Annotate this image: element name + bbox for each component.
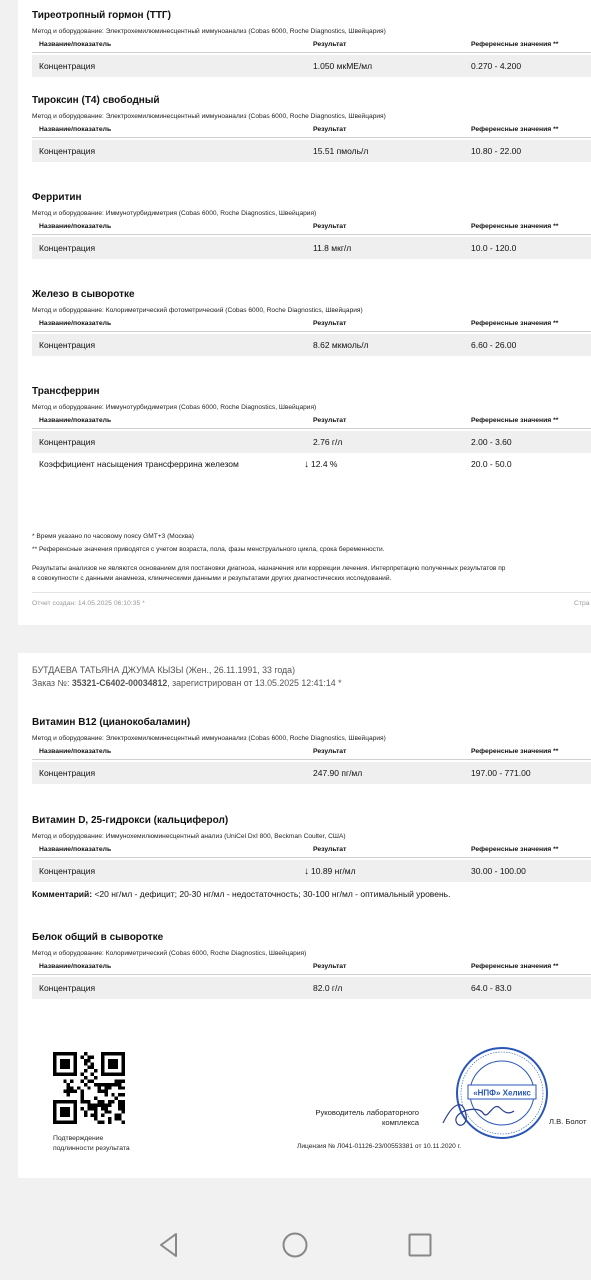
table-row [32, 860, 591, 882]
row-reference: 20.0 - 50.0 [471, 459, 512, 469]
lab-head-title [297, 1108, 419, 1128]
row-reference: 64.0 - 83.0 [471, 983, 512, 993]
row-reference: 10.80 - 22.00 [471, 146, 522, 156]
row-result: 82.0 г/л [313, 983, 343, 993]
test-method: Метод и оборудование: Колориметрический (Cobas 6000, Roche Diagnostics, Швейцария) [32, 950, 307, 957]
header-result: Результат [313, 320, 347, 327]
row-name: Концентрация [39, 146, 96, 156]
system-nav-bar [0, 1200, 591, 1280]
test-title: Витамин D, 25-гидрокси (кальциферол) [32, 815, 229, 826]
row-reference: 6.60 - 26.00 [471, 340, 517, 350]
order-suffix: , зарегистрирован от 13.05.2025 12:41:14 * [167, 678, 342, 688]
header-reference: Референсные значения ** [471, 320, 559, 327]
row-name: Коэффициент насыщения трансферрина железом [39, 459, 239, 469]
test-method: Метод и оборудование: Иммунотурбидиметрия (Cobas 6000, Roche Diagnostics, Швейцария) [32, 404, 317, 411]
row-result-flagged [304, 860, 356, 883]
row-name: Концентрация [39, 61, 96, 71]
table-row [32, 431, 591, 453]
row-result: 12.4 % [311, 459, 338, 469]
header-result: Результат [313, 41, 347, 48]
report-created: Отчет создан: 14.05.2025 06:10:35 * [32, 600, 145, 607]
table-header [32, 417, 591, 429]
row-reference: 10.0 - 120.0 [471, 243, 517, 253]
report-page-2 [18, 653, 591, 1178]
table-header [32, 320, 591, 332]
signer-name: Л.В. Болот [549, 1117, 587, 1126]
footnote-reference: ** Референсные значения приводятся с учетом возраста, пола, фазы менструального цикла, срока беременности. [32, 546, 385, 553]
table-header [32, 223, 591, 235]
header-reference: Референсные значения ** [471, 417, 559, 424]
footnote-timezone: * Время указано по часовому поясу GMT+3 (Москва) [32, 533, 194, 540]
header-result: Результат [313, 748, 347, 755]
table-row [32, 140, 591, 162]
row-reference: 0.270 - 4.200 [471, 61, 522, 71]
header-reference: Референсные значения ** [471, 963, 559, 970]
table-row [32, 237, 591, 259]
header-name: Название/показатель [39, 417, 112, 424]
test-method: Метод и оборудование: Электрохемилюминесцентный иммуноанализ (Cobas 6000, Roche Diagnostics, Швейцария) [32, 28, 386, 35]
qr-caption-line: Подтверждение [53, 1135, 104, 1142]
table-header [32, 846, 591, 858]
row-result: 1.050 мкМЕ/мл [313, 61, 373, 71]
row-result: 10.89 нг/мл [311, 866, 356, 876]
header-result: Результат [313, 126, 347, 133]
row-name: Концентрация [39, 340, 96, 350]
test-title: Трансферрин [32, 386, 100, 397]
row-name: Концентрация [39, 866, 96, 876]
comment-label: Комментарий: [32, 889, 93, 899]
header-result: Результат [313, 963, 347, 970]
down-arrow-icon: ↓ [304, 866, 309, 877]
header-result: Результат [313, 223, 347, 230]
patient-info: БУТДАЕВА ТАТЬЯНА ДЖУМА КЫЗЫ (Жен., 26.11.1991, 33 года) [32, 665, 295, 675]
vitamin-d-comment [32, 889, 450, 899]
test-title: Тироксин (Т4) свободный [32, 95, 160, 106]
row-name: Концентрация [39, 437, 96, 447]
order-info [32, 678, 342, 688]
row-name: Концентрация [39, 768, 96, 778]
header-result: Результат [313, 417, 347, 424]
header-name: Название/показатель [39, 320, 112, 327]
header-reference: Референсные значения ** [471, 846, 559, 853]
header-name: Название/показатель [39, 223, 112, 230]
back-triangle-icon[interactable] [154, 1230, 184, 1260]
head-title-line: Руководитель лабораторного [315, 1108, 419, 1117]
header-name: Название/показатель [39, 126, 112, 133]
table-header [32, 126, 591, 138]
row-result: 2.76 г/л [313, 437, 343, 447]
test-title: Железо в сыворотке [32, 289, 135, 300]
home-circle-icon[interactable] [280, 1230, 310, 1260]
table-header [32, 963, 591, 975]
test-title: Ферритин [32, 192, 82, 203]
test-method: Метод и оборудование: Иммунотурбидиметрия (Cobas 6000, Roche Diagnostics, Швейцария) [32, 210, 317, 217]
disclaimer-line-2: в совокупности с данными анамнеза, клиническими данными и результатами других диагностических исследований. [32, 575, 392, 582]
report-page-1 [18, 0, 591, 625]
test-title: Тиреотропный гормон (ТТГ) [32, 10, 171, 21]
test-title: Витамин B12 (цианокобаламин) [32, 717, 191, 728]
test-method: Метод и оборудование: Электрохемилюминесцентный иммуноанализ (Cobas 6000, Roche Diagnostics, Швейцария) [32, 735, 386, 742]
table-row [32, 762, 591, 784]
table-row [32, 453, 591, 475]
header-reference: Референсные значения ** [471, 223, 559, 230]
test-method: Метод и оборудование: Электрохемилюминесцентный иммуноанализ (Cobas 6000, Roche Diagnostics, Швейцария) [32, 113, 386, 120]
license-info: Лицензия № Л041-01126-23/00553381 от 10.11.2020 г. [297, 1143, 462, 1150]
table-header [32, 748, 591, 760]
disclaimer-line-1: Результаты анализов не являются основанием для постановки диагноза, назначения или коррекции лечения. Интерпретацию полученных результатов пр [32, 565, 506, 572]
signature [438, 1093, 518, 1133]
header-name: Название/показатель [39, 748, 112, 755]
row-reference: 197.00 - 771.00 [471, 768, 531, 778]
header-reference: Референсные значения ** [471, 748, 559, 755]
divider [32, 592, 591, 593]
qr-code[interactable] [53, 1052, 125, 1124]
header-reference: Референсные значения ** [471, 41, 559, 48]
header-result: Результат [313, 846, 347, 853]
row-reference: 30.00 - 100.00 [471, 866, 526, 876]
row-result: 8.62 мкмоль/л [313, 340, 369, 350]
table-row [32, 977, 591, 999]
test-method: Метод и оборудование: Колориметрический фотометрический (Cobas 6000, Roche Diagnostics, Швейцария) [32, 307, 363, 314]
recent-square-icon[interactable] [405, 1230, 435, 1260]
row-result: 15.51 пмоль/л [313, 146, 369, 156]
down-arrow-icon: ↓ [304, 459, 309, 470]
table-row [32, 334, 591, 356]
comment-text: <20 нг/мл - дефицит; 20-30 нг/мл - недостаточность; 30-100 нг/мл - оптимальный уровень. [92, 889, 451, 899]
head-title-line: комплекса [381, 1118, 419, 1127]
header-name: Название/показатель [39, 963, 112, 970]
row-name: Концентрация [39, 983, 96, 993]
table-header [32, 41, 591, 53]
stamp-text: «НПФ» Хеликс [473, 1088, 531, 1098]
qr-caption-line: подлинности результата [53, 1145, 130, 1152]
order-prefix: Заказ №: [32, 678, 72, 688]
page-number: Стра [574, 600, 590, 607]
header-reference: Референсные значения ** [471, 126, 559, 133]
row-result: 11.8 мкг/л [313, 243, 352, 253]
row-name: Концентрация [39, 243, 96, 253]
test-title: Белок общий в сыворотке [32, 932, 164, 943]
test-method: Метод и оборудование: Иммунохемилюминесцентный анализ (UniCel DxI 800, Beckman Coulter, США) [32, 833, 346, 840]
qr-caption [53, 1134, 130, 1154]
row-result-flagged [304, 453, 337, 476]
header-name: Название/показатель [39, 846, 112, 853]
table-row [32, 55, 591, 77]
row-reference: 2.00 - 3.60 [471, 437, 512, 447]
row-result: 247.90 пг/мл [313, 768, 363, 778]
header-name: Название/показатель [39, 41, 112, 48]
order-number: 35321-C6402-00034812 [71, 678, 168, 688]
